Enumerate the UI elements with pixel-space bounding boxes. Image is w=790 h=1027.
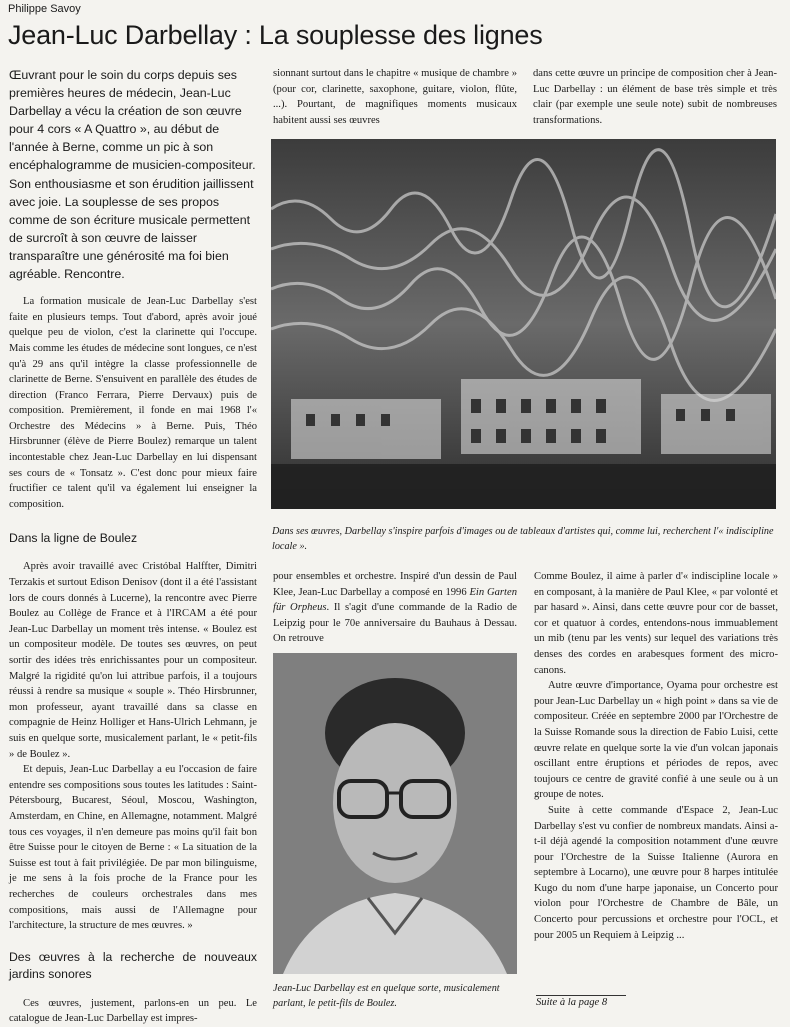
photo-caption: Dans ses œuvres, Darbellay s'inspire parfois d'images ou de tableaux d'artistes qui, comme lui, recherchent l'« indiscipline locale ». — [272, 526, 774, 552]
body-paragraph: pour ensembles et orchestre. Inspiré d'un dessin de Paul Klee, Jean-Luc Darbellay a composé en 1996 Ein Garten für Orpheus. Il s'agit d'une commande de la Radio de Leipzig pour le 70e anniversaire du Bauhaus à Dessau. On retrouve — [273, 571, 518, 645]
section-heading: Des œuvres à la recherche de nouveaux jardins sonores — [9, 949, 257, 981]
photo-water-reflection — [271, 139, 776, 509]
column-3-top — [533, 66, 777, 128]
author-byline: Philippe Savoy — [8, 3, 81, 15]
body-paragraph: Suite à cette commande d'Espace 2, Jean-Luc Darbellay s'est vu confier de nombreux mandats. Ainsi a-t-il déjà agendé la composition notamment d'une œuvre pour l'Orchestre de la Suisse Italienne (Aurora en septembre à Locarno), une œuvre pour 8 harpes intitulée Kugo du nom d'une harpe japonaise, un Concerto pour violon pour l'Orchestre de Chambre de Bâle, un Concerto pour percussions et orchestre pour l'OCL, et pour 2005 un Requiem à Leipzig ... — [534, 804, 778, 941]
continued-note: Suite à la page 8 — [536, 995, 626, 1008]
column-1 — [9, 66, 257, 1027]
body-paragraph: Comme Boulez, il aime à parler d'« indiscipline locale » en composant, à la manière de Paul Klee, « par volonté et par hasard ». Ainsi, dans cette œuvre pour cor de basset, cor et quatuor à cordes, entendons-nous immuablement un mib (tenu par les vents) sur lequel des variations très denses des cordes en arabesques forment des micro-canons. — [534, 571, 778, 676]
portrait-photo — [273, 653, 517, 974]
portrait-caption: Jean-Luc Darbellay est en quelque sorte, musicalement parlant, le petit-fils de Boulez. — [273, 983, 500, 1009]
body-paragraph: La formation musicale de Jean-Luc Darbellay s'est faite en plusieurs temps. Tout d'abord, après avoir joué quelque peu de violon, c'est la clarinette qui l'occupe. Mais comme les études de médecine sont longues, ce n'est qu'à 29 ans qu'il intègre la classe professionnelle de clarinette de Berne. S'ensuivent en parallèle des études de direction (Franco Ferrara, Pierre Dervaux) puis de composition. Premièrement, il fonde en mai 1968 l'« Orchestre des Médecins » à Berne. Puis, Théo Hirsbrunner (élève de Pierre Boulez) remarque un talent incontestable chez Jean-Luc Darbellay en lui dispensant ses cours de « Tonsatz ». C'est donc pour mieux faire fructifier ce talent qu'il va également lui enseigner la composition. — [9, 296, 257, 510]
photo-water-reflection-icon — [271, 139, 776, 509]
lead-paragraph: Œuvrant pour le soin du corps depuis ses premières heures de médecin, Jean-Luc Darbellay a vécu la création de son œuvre pour 4 cors « A Quattro », au début de l'année à Berne, comme un pic à son encéphalogramme de musicien-compositeur. Son enthousiasme et son érudition jaillissent avec joie. La souplesse de ses propos comme de son écriture musicale permettent de surcroît à son œuvre de laisser transparaître une générosité ma foi bien agréable. Rencontre. — [9, 68, 256, 282]
column-2-middle — [273, 569, 517, 647]
body-paragraph: dans cette œuvre un principe de composition cher à Jean-Luc Darbellay : un élément de base très simple et très clair (par exemple une seule note) subit de nombreuses transformations. — [533, 68, 777, 126]
body-paragraph: Après avoir travaillé avec Cristóbal Halffter, Dimitri Terzakis et surtout Edison Denisov (dont il a été l'assistant lors de cours donnés à Lucerne), la rencontre avec Pierre Boulez au Collège de France et à l'IRCAM a été pour Jean-Luc Darbellay un moment très intense. « Boulez est un compositeur modèle. De toutes ses œuvres, on peut sortir des idées très enrichissantes pour un compositeur. Malgré la rigidité qu'on lui attribue parfois, il a toujours réussi à rendre sa musique « souple ». Théo Hirsbrunner, mon professeur, ayant travaillé dans sa classe en compagnie de Heinz Holliger et Hans-Ulrich Lehmann, je suis en quelque sorte, musicalement parlant, le « petit-fils » de Boulez ». — [9, 561, 257, 760]
column-2-top — [273, 66, 517, 128]
article-title: Jean-Luc Darbellay : La souplesse des lignes — [8, 20, 543, 50]
section-heading: Dans la ligne de Boulez — [9, 531, 138, 546]
body-paragraph: sionnant surtout dans le chapitre « musique de chambre » (pour cor, clarinette, saxophone, guitare, violon, flûte, ...). Pourtant, de magnifiques moments musicaux habitent aussi ses œuvres — [273, 68, 517, 126]
body-paragraph: Ces œuvres, justement, parlons-en un peu. Le catalogue de Jean-Luc Darbellay est impres- — [9, 997, 257, 1025]
column-3-lower — [534, 569, 778, 943]
body-paragraph: Et depuis, Jean-Luc Darbellay a eu l'occasion de faire entendre ses compositions sous toutes les latitudes : Saint-Pétersbourg, Bucarest, Séoul, Moscou, Washington, Amsterdam, en Chine, en Allemagne, notamment. Malgré tous ces voyages, il n'en demeure pas moins qu'il fait bon être Suisse pour le citoyen de Berne : « La situation de la Suisse est tout à fait privilégiée. De par mon bilinguisme, je me sens à la fois proche de la France pour les recherches de couleurs orchestrales dans mes compositions, mais aussi de l'Allemagne pour l'architecture, la structure de mes œuvres. » — [9, 764, 257, 932]
portrait-photo-icon — [273, 653, 517, 974]
body-paragraph: Autre œuvre d'importance, Oyama pour orchestre est pour Jean-Luc Darbellay un « high point » dans sa vie de compositeur. Créée en septembre 2000 par l'Orchestre de la Suisse Romande sous la direction de Fabio Luisi, cette œuvre relate en quelque sorte la vie d'un volcan japonais oscillant entre éruptions et périodes de repos, avec toujours ce centre de gravité confié à une seule ou à un groupe de notes. — [534, 680, 778, 801]
